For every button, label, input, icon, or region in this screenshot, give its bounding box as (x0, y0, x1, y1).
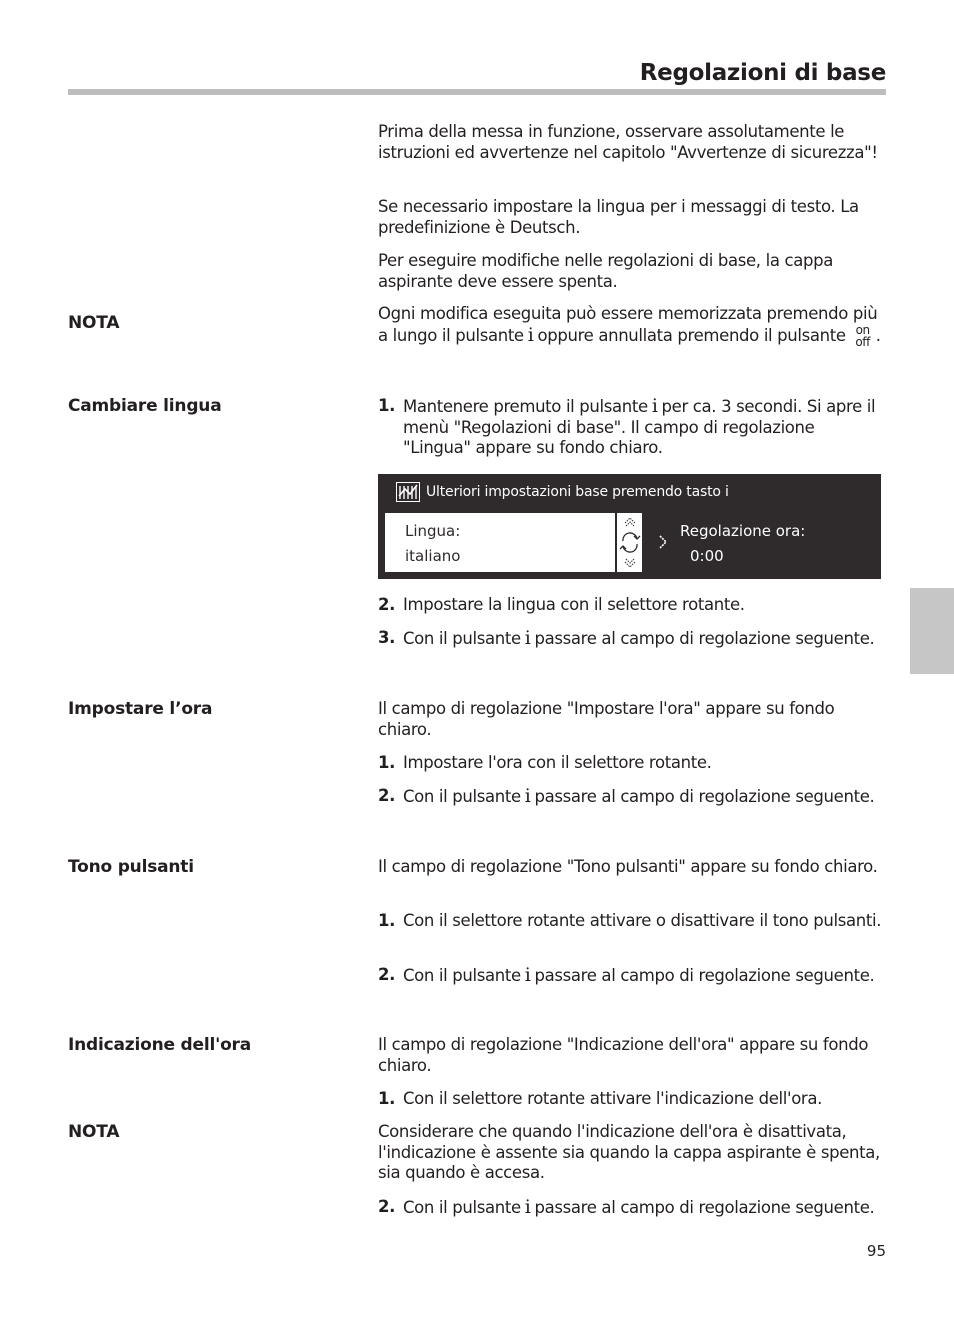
info-key-icon: i (524, 964, 531, 986)
info-key-icon: i (524, 785, 531, 807)
info-key-icon: i (527, 323, 534, 346)
step-item: 1. Con il selettore rotante attivare l'indicazione dell'ora. (378, 1089, 823, 1108)
note-heading: NOTA (68, 313, 120, 333)
info-key-icon: i (524, 627, 531, 649)
step-item: 3. Con il pulsante i passare al campo di regolazione seguente. (378, 627, 875, 649)
next-setting-label: Regolazione ora: (680, 522, 806, 540)
section-heading-change-language: Cambiare lingua (68, 396, 222, 416)
step-item: 2. Impostare la lingua con il selettore rotante. (378, 595, 745, 614)
on-off-key-icon: on off (855, 322, 871, 349)
info-key-icon: i (524, 1196, 531, 1218)
display-header (396, 482, 729, 502)
info-key-icon: i (651, 395, 658, 417)
page-title: Regolazioni di base (639, 60, 886, 86)
next-setting-value: 0:00 (690, 547, 724, 565)
page-number: 95 (866, 1242, 886, 1260)
time-display-intro: Il campo di regolazione "Indicazione dell'ora" appare su fondo chiaro. (378, 1035, 869, 1075)
language-setting-field (385, 513, 615, 572)
step-item: 2. Con il pulsante i passare al campo di regolazione seguente. (378, 964, 875, 986)
section-heading-key-tone: Tono pulsanti (68, 857, 194, 877)
step-item: 1. Impostare l'ora con il selettore rotante. (378, 753, 712, 772)
step-item: 2. Con il pulsante i passare al campo di regolazione seguente. (378, 1196, 875, 1218)
key-tone-intro: Il campo di regolazione "Tono pulsanti" appare su fondo chiaro. (378, 857, 878, 876)
step-item: 1. Mantenere premuto il pulsante i per ca. 3 secondi. Si apre il menù "Regolazioni di base". Il campo di regolazione "Lingua" appare su fondo chiaro. (378, 395, 876, 457)
step-item: 1. Con il selettore rotante attivare o disattivare il tono pulsanti. (378, 911, 882, 930)
section-heading-set-time: Impostare l’ora (68, 699, 213, 719)
note-paragraph: Ogni modifica eseguita può essere memorizzata premendo più a lungo il pulsante i oppure annullata premendo il pulsante on off . (378, 304, 881, 349)
language-value: italiano (405, 547, 461, 565)
display-header-text: Ulteriori impostazioni base premendo tasto i (426, 484, 729, 500)
intro-paragraph-language: Se necessario impostare la lingua per i messaggi di testo. La predefinizione è Deutsch. (378, 197, 859, 237)
section-heading-time-display: Indicazione dell'ora (68, 1035, 252, 1055)
set-time-intro: Il campo di regolazione "Impostare l'ora" appare su fondo chiaro. (378, 699, 835, 739)
note-paragraph: Considerare che quando l'indicazione dell'ora è disattivata, l'indicazione è assente sia quando la cappa aspirante è spenta, sia quando è accesa. (378, 1122, 880, 1182)
hood-menu-icon (396, 482, 420, 502)
intro-paragraph-safety: Prima della messa in funzione, osservare assolutamente le istruzioni ed avvertenze nel capitolo "Avvertenze di sicurezza"! (378, 122, 878, 162)
intro-paragraph-off: Per eseguire modifiche nelle regolazioni di base, la cappa aspirante deve essere spenta. (378, 251, 833, 291)
note-heading: NOTA (68, 1122, 120, 1142)
step-item: 2. Con il pulsante i passare al campo di regolazione seguente. (378, 785, 875, 807)
language-label: Lingua: (405, 522, 461, 540)
title-rule (68, 89, 886, 95)
rotary-selector-icon (617, 513, 643, 572)
hood-display-panel (378, 474, 881, 579)
rotary-selector-indicator (616, 513, 642, 572)
chevron-right-icon (657, 534, 669, 550)
section-tab-marker (910, 588, 954, 674)
